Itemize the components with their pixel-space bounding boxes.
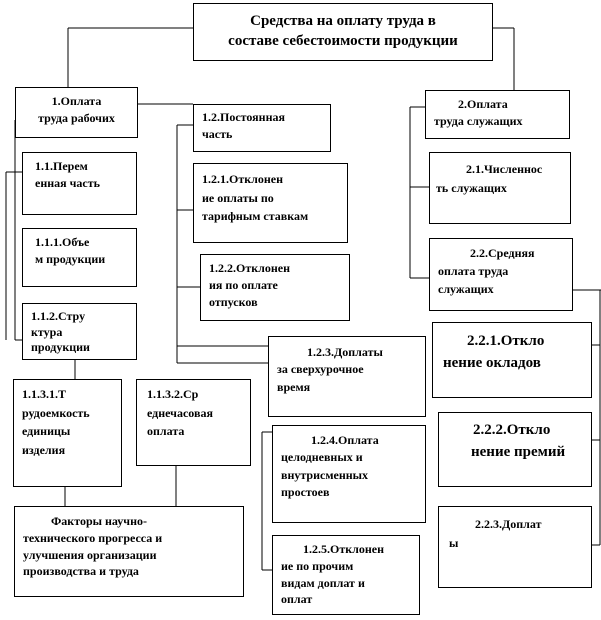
- node-1-2-2-vacation-deviation: 1.2.2.Отклонен ия по оплате отпусков: [200, 254, 350, 321]
- node-1-2-4-downtime: 1.2.4.Оплата целодневных и внутрисменных простоев: [272, 425, 426, 523]
- node-2-employees-pay: 2.Оплата труда служащих: [425, 90, 570, 139]
- node-1-1-3-1-labor-intensity: 1.1.3.1.Т рудоемкость единицы изделия: [13, 379, 122, 487]
- root-line-1: Средства на оплату труда в: [250, 13, 436, 29]
- node-2-2-1-salary-deviation: 2.2.1.Откло нение окладов: [432, 322, 592, 398]
- node-1-1-variable-part: 1.1.Перем енная часть: [22, 152, 137, 215]
- node-2-2-avg-pay: 2.2.Средняя оплата труда служащих: [429, 238, 573, 311]
- node-2-2-2-bonus-deviation: 2.2.2.Откло нение премий: [438, 412, 592, 487]
- node-1-2-5-other-bonuses: 1.2.5.Отклонен ие по прочим видам доплат и оплат: [272, 535, 420, 615]
- node-2-1-headcount: 2.1.Численнос ть служащих: [429, 152, 571, 224]
- node-1-1-3-2-avg-hourly-pay: 1.1.3.2.Ср еднечасовая оплата: [136, 379, 251, 466]
- root-line-2: составе себестоимости продукции: [228, 33, 458, 50]
- node-1-1-1-production-volume: 1.1.1.Объе м продукции: [22, 228, 137, 287]
- node-factors: Факторы научно- технического прогресса и улучшения организации производства и труда: [14, 506, 244, 597]
- node-1-workers-pay: 1.Оплата труда рабочих: [15, 87, 138, 138]
- node-1-2-1-tariff-deviation: 1.2.1.Отклонен ие оплаты по тарифным ставкам: [193, 163, 348, 243]
- node-1-2-3-overtime: 1.2.3.Доплаты за сверхурочное время: [268, 336, 426, 417]
- root-node: [193, 3, 493, 61]
- node-2-2-3-extra-payments: 2.2.3.Доплат ы: [438, 506, 592, 588]
- node-1-2-fixed-part: 1.2.Постоянная часть: [193, 104, 331, 152]
- node-1-1-2-production-structure: 1.1.2.Стру ктура продукции: [22, 303, 137, 360]
